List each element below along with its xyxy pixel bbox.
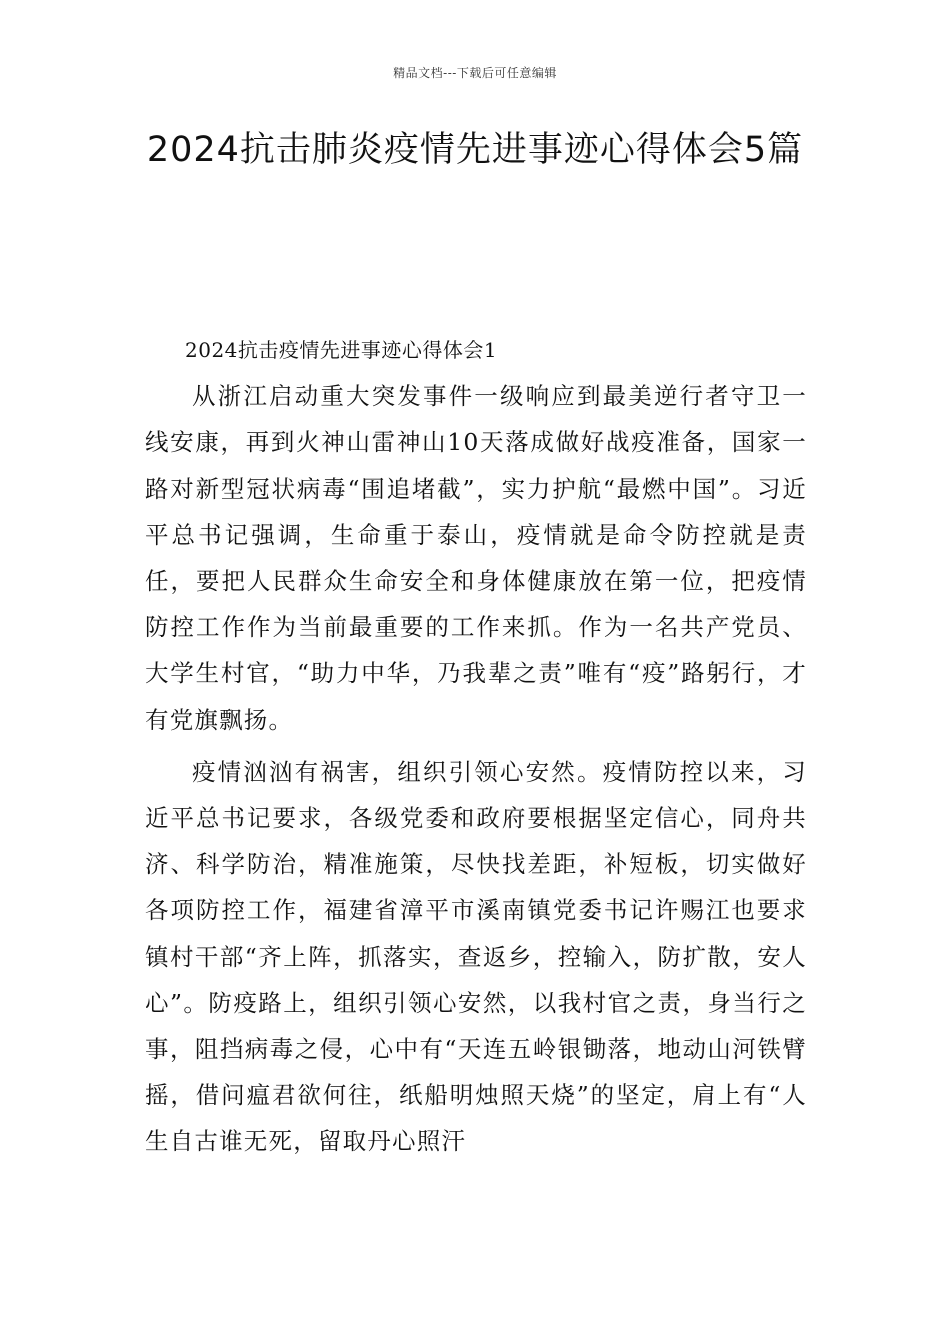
header-note: 精品文档---下载后可任意编辑 [393, 66, 557, 80]
document-title: 2024抗击肺炎疫情先进事迹心得体会5篇 [146, 130, 804, 170]
body-paragraph: 从浙江启动重大突发事件一级响应到最美逆行者守卫一线安康，再到火神山雷神山10天落成做好战疫准备，国家一路对新型冠状病毒“围追堵截”，实力护航“最燃中国”。习近平总书记强调，生命重于泰山，疫情就是命令防控就是责任，要把人民群众生命安全和身体健康放在第一位，把疫情防控工作作为当前最重要的工作来抓。作为一名共产党员、大学生村官，“助力中华，乃我辈之责”唯有“疫”路躬行，才有党旗飘扬。 [145, 382, 807, 734]
section-heading: 2024抗击疫情先进事迹心得体会1 [185, 338, 498, 362]
body-paragraph: 疫情汹汹有祸害，组织引领心安然。疫情防控以来，习近平总书记要求，各级党委和政府要根据坚定信心，同舟共济、科学防治，精准施策，尽快找差距，补短板，切实做好各项防控工作，福建省漳平市溪南镇党委书记许赐江也要求镇村干部“齐上阵，抓落实，查返乡，控输入，防扩散，安人心”。防疫路上，组织引领心安然，以我村官之责，身当行之事，阻挡病毒之侵，心中有“天连五岭银锄落，地动山河铁臂摇，借问瘟君欲何往，纸船明烛照天烧”的坚定，肩上有“人生自古谁无死，留取丹心照汗 [145, 757, 807, 1156]
document-body [145, 327, 807, 1171]
